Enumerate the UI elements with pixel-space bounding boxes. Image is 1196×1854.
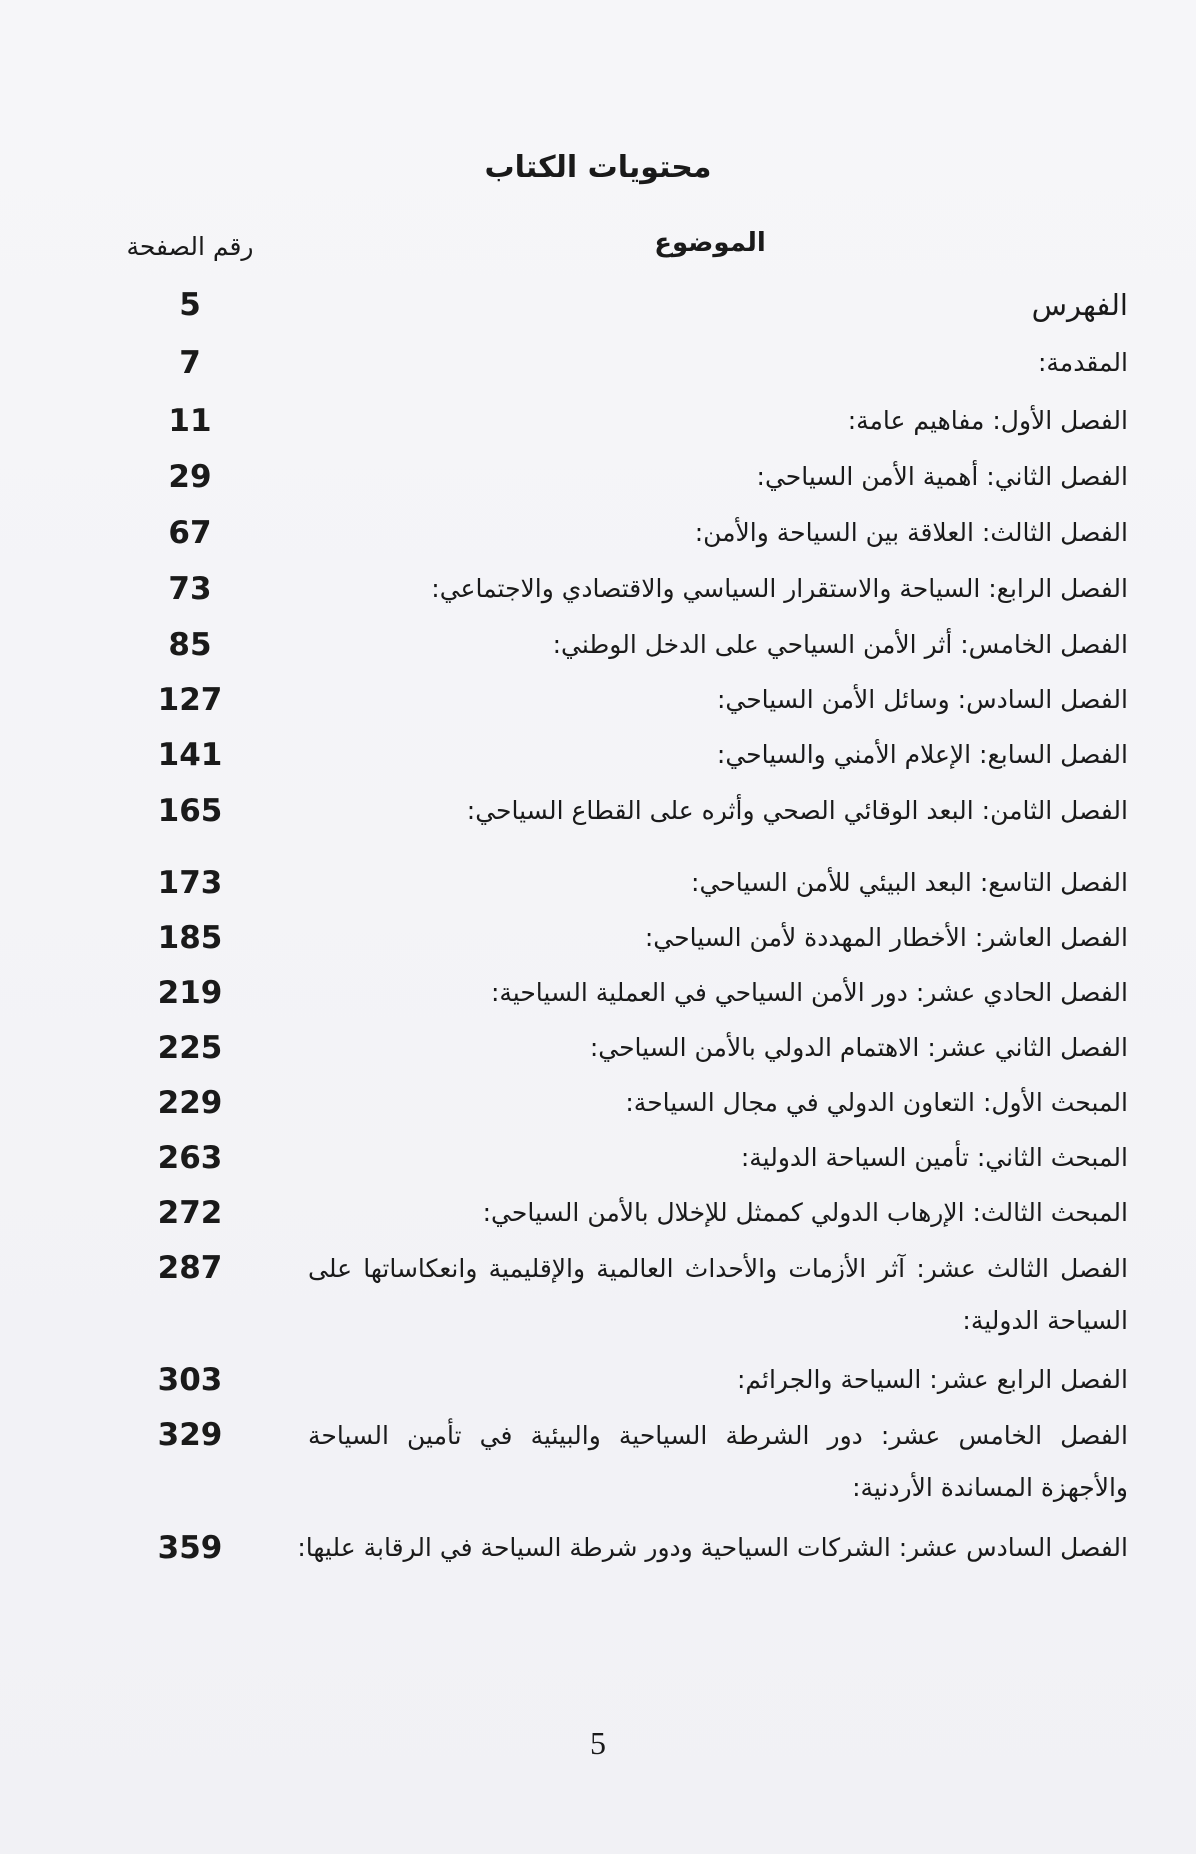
toc-entry xyxy=(0,1243,1196,1353)
toc-entry-topic: المقدمة: xyxy=(1037,348,1128,377)
toc-entry-page: 185 xyxy=(157,920,223,956)
toc-entry-page: 165 xyxy=(157,793,223,829)
column-header-page-number: رقم الصفحة xyxy=(126,232,254,261)
toc-entry xyxy=(0,338,1196,388)
toc-entry xyxy=(0,1410,1196,1520)
toc-entry xyxy=(0,508,1196,558)
toc-entry-topic: الفهرس xyxy=(1031,288,1128,322)
toc-entry-page: 11 xyxy=(168,403,212,439)
toc-entry xyxy=(0,858,1196,908)
toc-entry xyxy=(0,564,1196,614)
toc-entry-topic: الفصل السادس عشر: الشركات السياحية ودور شرطة السياحة في الرقابة عليها: xyxy=(297,1533,1128,1562)
page-title: محتويات الكتاب xyxy=(484,150,712,185)
toc-entry xyxy=(0,730,1196,780)
toc-entry-page: 127 xyxy=(157,682,223,718)
toc-entry-page: 225 xyxy=(157,1030,223,1066)
toc-entry-topic: الفصل الرابع عشر: السياحة والجرائم: xyxy=(736,1365,1128,1394)
toc-entry-topic: الفصل الخامس: أثر الأمن السياحي على الدخل الوطني: xyxy=(552,630,1128,659)
toc-entry-topic: الفصل العاشر: الأخطار المهددة لأمن السياحي: xyxy=(644,923,1128,952)
column-header-topic: الموضوع xyxy=(654,228,766,258)
toc-entry-page: 85 xyxy=(168,627,212,663)
toc-entry-page: 29 xyxy=(168,459,212,495)
toc-entry xyxy=(0,280,1196,330)
toc-entry-topic: المبحث الأول: التعاون الدولي في مجال السياحة: xyxy=(625,1088,1128,1117)
toc-entry-page: 5 xyxy=(179,287,201,323)
toc-entry-page: 219 xyxy=(157,975,223,1011)
toc-entry xyxy=(0,1523,1196,1573)
toc-entry-topic: الفصل السادس: وسائل الأمن السياحي: xyxy=(716,685,1128,714)
toc-entry-topic: الفصل الثالث: العلاقة بين السياحة والأمن: xyxy=(694,518,1128,547)
toc-entry-page: 7 xyxy=(179,345,201,381)
toc-entry-page: 263 xyxy=(157,1140,223,1176)
toc-entry xyxy=(0,1188,1196,1238)
page-number: 5 xyxy=(590,1725,606,1761)
toc-entry xyxy=(0,968,1196,1018)
toc-entry-topic: الفصل الرابع: السياحة والاستقرار السياسي والاقتصادي والاجتماعي: xyxy=(431,574,1128,603)
toc-entry xyxy=(0,1078,1196,1128)
toc-entry xyxy=(0,1355,1196,1405)
toc-entry xyxy=(0,675,1196,725)
toc-entry xyxy=(0,396,1196,446)
toc-entry-page: 329 xyxy=(157,1417,223,1453)
toc-entry-topic: المبحث الثالث: الإرهاب الدولي كممثل للإخلال بالأمن السياحي: xyxy=(482,1198,1128,1227)
toc-entry-page: 67 xyxy=(168,515,212,551)
toc-entry-page: 141 xyxy=(157,737,223,773)
toc-entry xyxy=(0,1133,1196,1183)
toc-entry-topic: الفصل السابع: الإعلام الأمني والسياحي: xyxy=(716,740,1128,769)
toc-entry-topic: الفصل التاسع: البعد البيئي للأمن السياحي: xyxy=(691,868,1128,897)
toc-entry-page: 303 xyxy=(157,1362,223,1398)
toc-entry xyxy=(0,620,1196,670)
toc-entry-topic: الفصل الثالث عشر: آثر الأزمات والأحداث العالمية والإقليمية وانعكاساتها على السياحة الدولية: xyxy=(308,1254,1128,1335)
toc-entry xyxy=(0,786,1196,836)
toc-entry-topic: الفصل الحادي عشر: دور الأمن السياحي في العملية السياحية: xyxy=(490,978,1128,1007)
toc-entry-topic: المبحث الثاني: تأمين السياحة الدولية: xyxy=(740,1143,1128,1172)
toc-entry-topic: الفصل الأول: مفاهيم عامة: xyxy=(847,406,1128,435)
toc-entry-topic: الفصل الخامس عشر: دور الشرطة السياحية والبيئية في تأمين السياحة والأجهزة المساندة الأردنية: xyxy=(308,1421,1128,1502)
toc-entry-topic: الفصل الثاني: أهمية الأمن السياحي: xyxy=(756,462,1128,491)
toc-entry-page: 359 xyxy=(157,1530,223,1566)
toc-entry-page: 73 xyxy=(168,571,212,607)
toc-entry xyxy=(0,1023,1196,1073)
toc-entry xyxy=(0,452,1196,502)
toc-entry-page: 173 xyxy=(157,865,223,901)
toc-entry-topic: الفصل الثامن: البعد الوقائي الصحي وأثره على القطاع السياحي: xyxy=(466,796,1128,825)
toc-entry-page: 287 xyxy=(157,1250,223,1286)
toc-entry-page: 272 xyxy=(157,1195,223,1231)
toc-entry-page: 229 xyxy=(157,1085,223,1121)
toc-entry xyxy=(0,913,1196,963)
toc-entry-topic: الفصل الثاني عشر: الاهتمام الدولي بالأمن السياحي: xyxy=(589,1033,1128,1062)
